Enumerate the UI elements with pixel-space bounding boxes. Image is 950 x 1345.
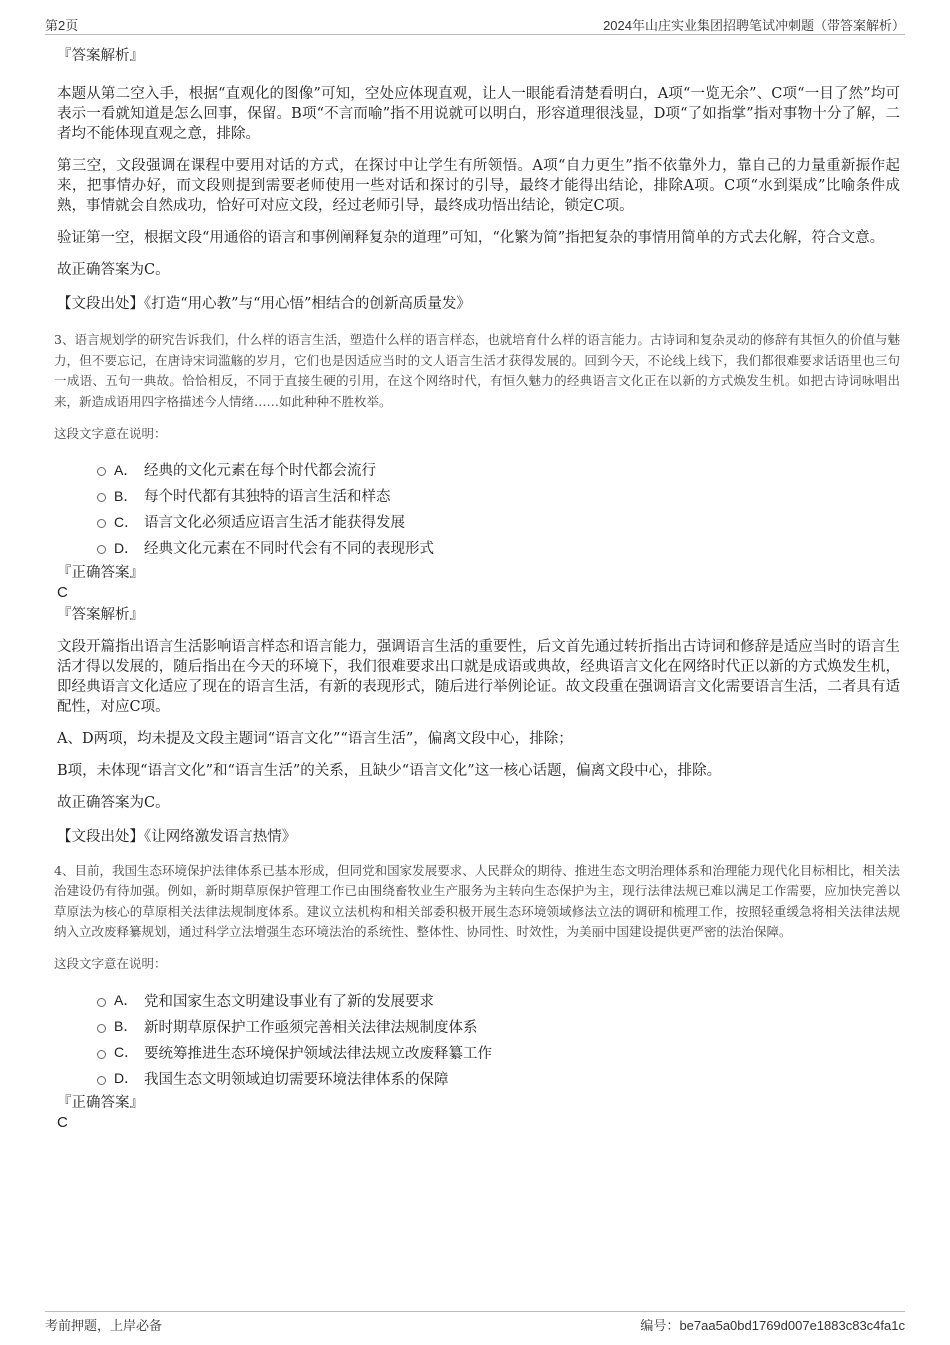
radio-icon[interactable] [97, 1050, 106, 1059]
code-label: 编号： [640, 1318, 680, 1333]
page-header [45, 14, 905, 35]
question-stem: 3、语言规划学的研究告诉我们，什么样的语言生活，塑造什么样的语言样态，也就培育什么样的语言能力。古诗词和复杂灵动的修辞有其恒久的价值与魅力，但不要忘记，在唐诗宋词滥觞的岁月，它们也是因适应当时的文人语言生活才获得发展的。回到今天，不论线上线下，我们都很难要求话语里也三句一成语、五句一典故。恰恰相反，不同于直接生硬的引用，在这个网络时代，有恒久魅力的经典语言文化正在以新的方式焕发生机。如把古诗词咏唱出来，新造成语用四字格描述今人情绪……如此种种不胜枚举。 [54, 332, 900, 409]
correct-answer-label: 『正确答案』 [57, 1095, 144, 1111]
source-citation: 【文段出处】《让网络激发语言热情》 [57, 828, 297, 845]
option-letter: D． [114, 539, 139, 556]
radio-icon[interactable] [97, 1076, 106, 1085]
option-c[interactable] [97, 509, 900, 535]
radio-icon[interactable] [97, 493, 106, 502]
radio-icon[interactable] [97, 519, 106, 528]
analysis-paragraph: 故正确答案为C。 [57, 794, 170, 811]
option-text: 新时期草原保护工作亟须完善相关法律法规制度体系 [144, 1019, 478, 1036]
analysis-paragraph: B项，未体现“语言文化”和“语言生活”的关系，且缺少“语言文化”这一核心话题，偏离文段中心，排除。 [57, 762, 722, 779]
option-letter: C． [114, 1044, 139, 1060]
question-3 [54, 330, 900, 847]
analysis-label: 『答案解析』 [57, 48, 144, 64]
option-text: 党和国家生态文明建设事业有了新的发展要求 [144, 993, 434, 1010]
radio-icon[interactable] [97, 467, 106, 476]
option-d[interactable] [97, 535, 900, 561]
radio-icon[interactable] [97, 1024, 106, 1033]
option-letter: B． [114, 487, 138, 504]
option-text: 我国生态文明领域迫切需要环境法律体系的保障 [144, 1071, 449, 1088]
question-stem: 4、目前，我国生态环境保护法律体系已基本形成，但同党和国家发展要求、人民群众的期待、推进生态文明治理体系和治理能力现代化目标相比，相关法治建设仍有待加强。例如，新时期草原保护管理工作已由围绕畜牧业生产服务为主转向生态保护为主，现行法律法规已难以满足工作需要，应加快完善以草原法为核心的草原相关法律法规制度体系。建议立法机构和相关部委积极开展生态环境领域修法立法的调研和梳理工作，按照轻重缓急将相关法律法规纳入立改废释纂规划，通过科学立法增强生态环境法治的系统性、整体性、协同性、时效性，为美丽中国建设提供更严密的法治保障。 [54, 862, 900, 939]
radio-icon[interactable] [97, 998, 106, 1007]
analysis-section [57, 46, 900, 314]
document-body [54, 46, 900, 1135]
analysis-label: 『答案解析』 [57, 606, 144, 623]
analysis-paragraph: 本题从第二空入手，根据“直观化的图像”可知，空处应体现直观，让人一眼能看清楚看明白，A项“一览无余”、C项“一目了然”均可表示一看就知道是怎么回事，保留。B项“不言而喻”指不用说就可以明白，形容道理很浅显，D项“了如指掌”指对事物十分了解，二者均不能体现直观之意，排除。 [57, 86, 900, 142]
option-b[interactable] [97, 1013, 900, 1039]
option-text: 语言文化必须适应语言生活才能获得发展 [144, 515, 405, 531]
option-b[interactable] [97, 483, 900, 509]
document-title: 2024年山庄实业集团招聘笔试冲刺题（带答案解析） [603, 18, 905, 33]
analysis-paragraph: 文段开篇指出语言生活影响语言样态和语言能力，强调语言生活的重要性，后文首先通过转折指出古诗词和修辞是适应当时的语言生活才得以发展的，随后指出在今天的环境下，我们很难要求出口就是成语或典故，经典语言文化在网络时代正以新的方式焕发生机，即经典语言文化适应了现在的语言生活，有新的表现形式，随后进行举例论证。故文段重在强调语言文化需要语言生活，二者具有适配性，对应C项。 [57, 638, 900, 715]
correct-answer-label: 『正确答案』 [57, 564, 144, 581]
option-list [97, 457, 900, 561]
correct-answer: C [57, 583, 68, 601]
analysis-paragraph: 验证第一空，根据文段“用通俗的语言和事例阐释复杂的道理”可知，“化繁为简”指把复杂的事情用简单的方式去化解，符合文意。 [57, 230, 885, 246]
correct-answer: C [57, 1114, 68, 1131]
option-text: 要统筹推进生态环境保护领域法律法规立改废释纂工作 [144, 1045, 492, 1062]
document-code [640, 1315, 905, 1334]
option-text: 经典文化元素在不同时代会有不同的表现形式 [144, 541, 434, 557]
option-text: 每个时代都有其独特的语言生活和样态 [144, 489, 391, 505]
analysis-paragraph: 故正确答案为C。 [57, 262, 170, 278]
option-text: 经典的文化元素在每个时代都会流行 [144, 463, 376, 479]
option-a[interactable] [97, 457, 900, 483]
analysis-paragraph: A、D两项，均未提及文段主题词“语言文化”“语言生活”，偏离文段中心，排除； [57, 730, 573, 747]
option-letter: B． [114, 1018, 138, 1034]
radio-icon[interactable] [97, 545, 106, 554]
option-list [97, 987, 900, 1091]
option-letter: A． [114, 461, 138, 478]
option-letter: D． [114, 1070, 139, 1086]
page-footer [45, 1311, 905, 1332]
option-d[interactable] [97, 1065, 900, 1091]
option-letter: C． [114, 513, 139, 530]
option-a[interactable] [97, 987, 900, 1013]
option-letter: A． [114, 992, 138, 1008]
analysis-paragraph: 第三空，文段强调在课程中要用对话的方式，在探讨中让学生有所领悟。A项“自力更生”指不依靠外力，靠自己的力量重新振作起来，把事情办好，而文段则提到需要老师使用一些对话和探讨的引导，最终才能得出结论，排除A项。C项“水到渠成”比喻条件成熟，事情就会自然成功，恰好可对应文段，经过老师引导，最终成功悟出结论，锁定C项。 [57, 158, 900, 214]
question-prompt: 这段文字意在说明： [54, 956, 167, 971]
code-value: be7aa5a0bd1769d007e1883c83c4fa1c [679, 1318, 905, 1333]
source-citation: 【文段出处】《打造“用心教”与“用心悟”相结合的创新高质量发》 [57, 296, 471, 312]
question-4 [54, 861, 900, 1134]
page-number: 第2页 [45, 18, 79, 33]
footer-slogan: 考前押题，上岸必备 [45, 1318, 163, 1333]
question-prompt: 这段文字意在说明： [54, 425, 167, 441]
option-c[interactable] [97, 1039, 900, 1065]
